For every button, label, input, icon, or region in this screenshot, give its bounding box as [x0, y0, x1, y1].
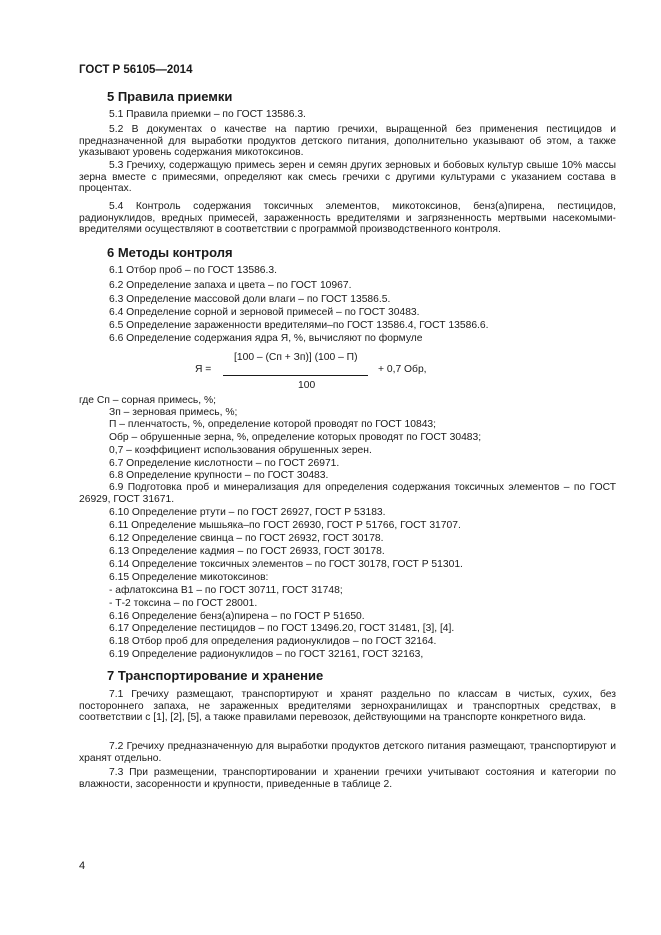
formula-rhs: + 0,7 Обр,	[378, 364, 427, 375]
item-6-13: 6.13 Определение кадмия – по ГОСТ 26933, ГОСТ 30178.	[109, 546, 385, 557]
page-number: 4	[79, 860, 86, 872]
paragraph-5-1: 5.1 Правила приемки – по ГОСТ 13586.3.	[109, 109, 306, 120]
where-plench: П – пленчатость, %, определение которой проводят по ГОСТ 10843;	[109, 419, 437, 430]
item-6-1: 6.1 Отбор проб – по ГОСТ 13586.3.	[109, 265, 277, 276]
item-6-8: 6.8 Определение крупности – по ГОСТ 30483.	[109, 470, 329, 481]
item-6-14: 6.14 Определение токсичных элементов – по ГОСТ 30178, ГОСТ Р 51301.	[109, 559, 463, 570]
item-6-15-t2: - Т-2 токсина – по ГОСТ 28001.	[109, 598, 258, 609]
fraction-bar	[223, 375, 368, 376]
item-6-12: 6.12 Определение свинца – по ГОСТ 26932, ГОСТ 30178.	[109, 533, 384, 544]
item-6-5: 6.5 Определение зараженности вредителями–по ГОСТ 13586.4, ГОСТ 13586.6.	[109, 320, 489, 331]
section-6-title: 6 Методы контроля	[107, 245, 233, 260]
item-6-16: 6.16 Определение бенз(а)пирена – по ГОСТ Р 51650.	[109, 611, 365, 622]
section-5-title: 5 Правила приемки	[107, 89, 233, 104]
item-6-4: 6.4 Определение сорной и зерновой примесей – по ГОСТ 30483.	[109, 307, 420, 318]
paragraph-5-4: 5.4 Контроль содержания токсичных элементов, микотоксинов, бенз(а)пирена, пестицидов, радионуклидов, вредных примесей, зараженность вредителями и загрязненность мертвыми насекомыми-вредителями осуществляют в соответствии с программой производственного контроля.	[79, 201, 616, 235]
item-6-6: 6.6 Определение содержания ядра Я, %, вычисляют по формуле	[109, 333, 423, 344]
item-6-2: 6.2 Определение запаха и цвета – по ГОСТ 10967.	[109, 280, 352, 291]
item-6-3: 6.3 Определение массовой доли влаги – по ГОСТ 13586.5.	[109, 294, 391, 305]
item-6-17: 6.17 Определение пестицидов – по ГОСТ 13496.20, ГОСТ 31481, [3], [4].	[109, 623, 455, 634]
item-6-7: 6.7 Определение кислотности – по ГОСТ 26971.	[109, 458, 340, 469]
paragraph-6-9: 6.9 Подготовка проб и минерализация для определения содержания токсичных элементов – по ГОСТ 26929, ГОСТ 31671.	[79, 482, 616, 505]
item-6-18: 6.18 Отбор проб для определения радионуклидов – по ГОСТ 32164.	[109, 636, 437, 647]
formula-denominator: 100	[298, 380, 316, 391]
formula-numerator: [100 – (Сп + Зп)] (100 – П)	[234, 352, 358, 363]
formula-lhs: Я =	[195, 364, 212, 375]
item-6-10: 6.10 Определение ртути – по ГОСТ 26927, ГОСТ Р 53183.	[109, 507, 386, 518]
paragraph-5-2: 5.2 В документах о качестве на партию гречихи, выращенной без применения пестицидов и предназначенной для выработки продуктов детского питания, дополнительно указывают об этом, а также указывают уровень содержания микотоксинов.	[79, 124, 616, 158]
section-7-title: 7 Транспортирование и хранение	[107, 668, 324, 683]
item-6-11: 6.11 Определение мышьяка–по ГОСТ 26930, ГОСТ Р 51766, ГОСТ 31707.	[109, 520, 461, 531]
where-coeff: 0,7 – коэффициент использования обрушенных зерен.	[109, 445, 372, 456]
item-6-15-aflatoxin: - афлатоксина В1 – по ГОСТ 30711, ГОСТ 31748;	[109, 585, 343, 596]
paragraph-5-3: 5.3 Гречиху, содержащую примесь зерен и семян других зерновых и бобовых культур свыше 10% массы зерна вместе с примесями, определяют как смесь гречихи с другими культурами с указанием состава в процентах.	[79, 160, 616, 194]
paragraph-7-2: 7.2 Гречиху предназначенную для выработки продуктов детского питания размещают, транспортируют и хранят отдельно.	[79, 741, 616, 764]
where-obr: Обр – обрушенные зерна, %, определение которых проводят по ГОСТ 30483;	[109, 432, 482, 443]
where-zern: Зп – зерновая примесь, %;	[109, 407, 238, 418]
document-header: ГОСТ Р 56105—2014	[79, 64, 193, 76]
item-6-19: 6.19 Определение радионуклидов – по ГОСТ 32161, ГОСТ 32163,	[109, 649, 424, 660]
where-sorn: где Сп – сорная примесь, %;	[79, 395, 217, 406]
item-6-15: 6.15 Определение микотоксинов:	[109, 572, 269, 583]
paragraph-7-3: 7.3 При размещении, транспортировании и хранении гречихи учитывают состояния и категории по влажности, засоренности и крупности, приведенные в таблице 2.	[79, 767, 616, 790]
paragraph-7-1: 7.1 Гречиху размещают, транспортируют и хранят раздельно по классам в чистых, сухих, без постороннего запаха, не зараженных вредителями зернохранилищах и транспортных средствах, в соответствии с [1], [2], [5], а также правилами перевозок, действующими на транспорте конкретного вида.	[79, 689, 616, 723]
